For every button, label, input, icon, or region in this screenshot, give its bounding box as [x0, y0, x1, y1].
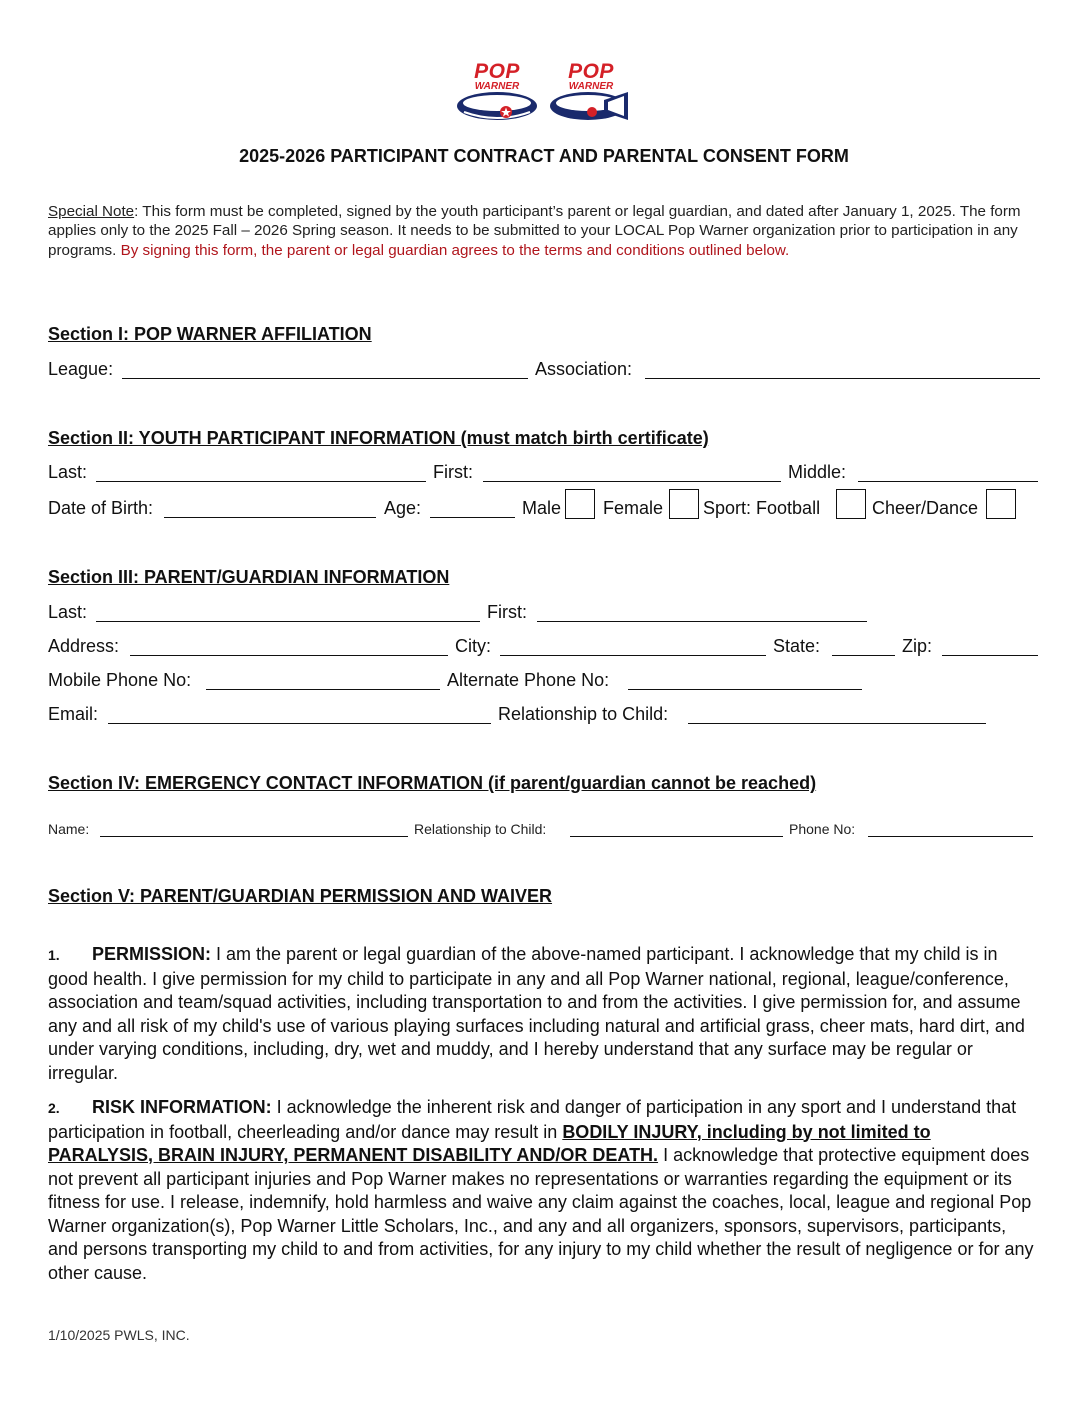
pop-warner-logo — [454, 62, 540, 126]
female-label: Female — [603, 498, 664, 518]
dob-label: Date of Birth: — [48, 498, 154, 518]
league-label: League: — [48, 359, 114, 379]
male-checkbox[interactable] — [565, 489, 595, 519]
youth-middle-label: Middle: — [788, 462, 847, 482]
state-field[interactable] — [832, 655, 895, 656]
note-text: : This form must be completed, signed by the youth participant’s parent or legal guardian, and dated after January 1, 2025. The form applies only to the 2025 Fall – 2026 Spring season. It needs to be submitted to your LOCAL Pop Warner organization prior to participation in any programs. — [48, 203, 1021, 259]
section-5-heading: Section V: PARENT/GUARDIAN PERMISSION AND WAIVER — [48, 886, 553, 906]
age-field[interactable] — [430, 517, 515, 518]
megaphone-icon — [548, 90, 634, 126]
age-label: Age: — [384, 498, 422, 518]
youth-middle-field[interactable] — [858, 481, 1038, 482]
section-1-heading: Section I: POP WARNER AFFILIATION — [48, 324, 372, 344]
permission-heading: PERMISSION: — [92, 944, 212, 964]
association-field[interactable] — [645, 378, 1040, 379]
paragraph-number: 2. — [48, 1100, 60, 1116]
female-checkbox[interactable] — [669, 489, 699, 519]
form-title: 2025-2026 PARTICIPANT CONTRACT AND PARENTAL CONSENT FORM — [239, 146, 849, 166]
logo-group — [0, 62, 1088, 126]
league-field[interactable] — [122, 378, 528, 379]
zip-label: Zip: — [902, 636, 933, 656]
section-2-heading: Section II: YOUTH PARTICIPANT INFORMATION (must match birth certificate) — [48, 428, 709, 448]
zip-field[interactable] — [942, 655, 1038, 656]
city-field[interactable] — [500, 655, 766, 656]
logo-text: POP — [474, 60, 520, 83]
risk-warning: BODILY INJURY, including by not limited to PARALYSIS, BRAIN INJURY, PERMANENT DISABILITY AND/OR DEATH. — [48, 1121, 931, 1165]
risk-heading: RISK INFORMATION: — [92, 1097, 272, 1117]
youth-last-field[interactable] — [96, 481, 426, 482]
paragraph-number: 1. — [48, 947, 60, 963]
youth-last-label: Last: — [48, 462, 88, 482]
parent-last-label: Last: — [48, 602, 88, 622]
dob-field[interactable] — [164, 517, 376, 518]
address-label: Address: — [48, 636, 120, 656]
football-icon — [454, 90, 540, 126]
emergency-phone-label: Phone No: — [789, 821, 856, 837]
alternate-phone-label: Alternate Phone No: — [447, 670, 610, 690]
mobile-phone-label: Mobile Phone No: — [48, 670, 192, 690]
risk-text-2: I acknowledge that protective equipment does not prevent all participant injuries and Pop Warner makes no representations or warranties regarding the equipment or its fitness for use. I release, indemnify, hold harmless and waive any claim against the coaches, local, league and regional Pop Warner organization(s), Pop Warner Little Scholars, Inc., and any and all organizers, sponsors, supervisors, participants, and persons transporting my child to and from activities, for any injury to my child whether the result of negligence or for any other cause. — [48, 1145, 1034, 1283]
cheer-dance-label: Cheer/Dance — [872, 498, 979, 518]
risk-text-1: I acknowledge the inherent risk and danger of participation in any sport and I understand that participation in football, cheerleading and/or dance may result in — [48, 1097, 1017, 1142]
note-label: Special Note — [48, 203, 135, 220]
logo-subtext: WARNER — [474, 81, 520, 92]
cheer-dance-checkbox[interactable] — [986, 489, 1016, 519]
parent-first-label: First: — [487, 602, 527, 622]
state-label: State: — [773, 636, 821, 656]
alternate-phone-field[interactable] — [628, 689, 862, 690]
parent-first-field[interactable] — [537, 621, 867, 622]
pop-warner-cheer-logo — [548, 62, 634, 126]
emergency-relationship-field[interactable] — [570, 836, 783, 837]
permission-paragraph — [48, 943, 1038, 1085]
youth-first-label: First: — [433, 462, 473, 482]
note-warning: By signing this form, the parent or legal guardian agrees to the terms and conditions outlined below. — [120, 241, 790, 259]
emergency-relationship-label: Relationship to Child: — [414, 821, 547, 837]
risk-paragraph — [48, 1096, 1038, 1285]
football-label: Sport: Football — [703, 498, 821, 518]
association-label: Association: — [535, 359, 633, 379]
parent-last-field[interactable] — [96, 621, 480, 622]
city-label: City: — [455, 636, 491, 656]
emergency-name-field[interactable] — [100, 836, 408, 837]
email-label: Email: — [48, 704, 99, 724]
section-3-heading: Section III: PARENT/GUARDIAN INFORMATION — [48, 567, 450, 587]
footer-date: 1/10/2025 PWLS, INC. — [48, 1327, 190, 1343]
mobile-phone-field[interactable] — [206, 689, 440, 690]
email-field[interactable] — [108, 723, 491, 724]
special-note — [48, 202, 1038, 260]
relationship-label: Relationship to Child: — [498, 704, 669, 724]
relationship-field[interactable] — [688, 723, 986, 724]
youth-first-field[interactable] — [483, 481, 781, 482]
logo-text: POP — [568, 60, 614, 83]
section-4-heading: Section IV: EMERGENCY CONTACT INFORMATION (if parent/guardian cannot be reached) — [48, 773, 817, 793]
emergency-phone-field[interactable] — [868, 836, 1033, 837]
football-checkbox[interactable] — [836, 489, 866, 519]
address-field[interactable] — [130, 655, 448, 656]
logo-subtext: WARNER — [568, 81, 614, 92]
permission-text: I am the parent or legal guardian of the above-named participant. I acknowledge that my child is in good health. I give permission for my child to participate in any and all Pop Warner national, regional, league/conference, association and team/squad activities, including transportation to and from the activities. I give permission for, and assume any and all risk of my child's use of various playing surfaces including natural and artificial grass, cheer mats, hard dirt, and under varying conditions, including, dry, wet and muddy, and I hereby understand that any surface may be regular or irregular. — [48, 944, 1025, 1083]
male-label: Male — [522, 498, 562, 518]
emergency-name-label: Name: — [48, 821, 90, 837]
